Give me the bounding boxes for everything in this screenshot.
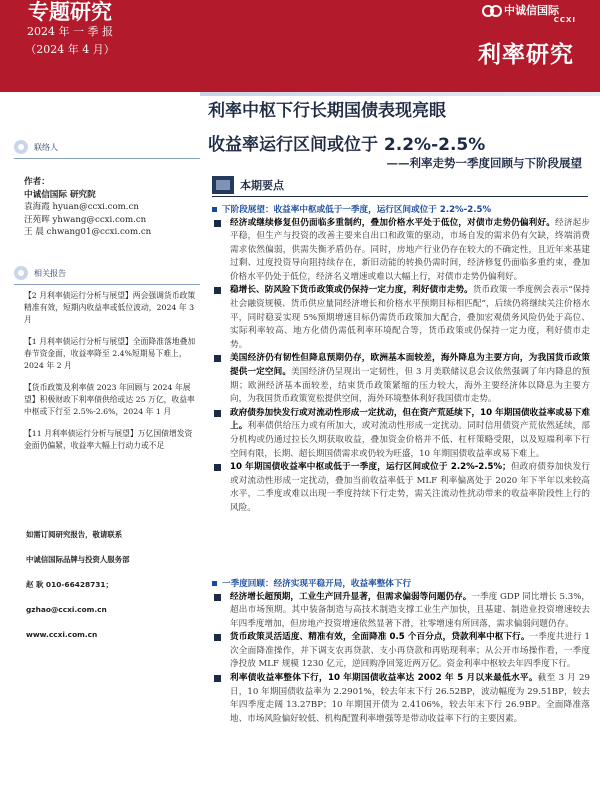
author-org: 中诚信国际 研究院 [24, 189, 96, 200]
bullet-item [212, 352, 590, 406]
authors-label: 作者： [24, 177, 50, 187]
bullet-lead: 10 年期国债收益率中枢或低于一季度，运行区间或位于 2.2%-2.5%； [230, 462, 511, 473]
section-title [212, 204, 590, 217]
report-header [0, 0, 600, 92]
bullet-text: 截至 3 月 29 日，10 年期国债收益率为 2.2901%，较去年末下行 26.52BP，波动幅度为 29.51BP，较去年四季度走阔 13.27BP；10 年期国开债为 2.4106%，较去年末下行 26.9BP。全面降准落地、市场风险偏好较低、机构配置利率增强等是带动收益率下行的主要因素。 [230, 673, 590, 724]
title-line-1: 利率中枢下行长期国债表现亮眼 [208, 101, 446, 121]
bullet-lead: 货币政策灵活适度、精准有效，全面降准 0.5 个百分点，贷款利率中枢下行。 [230, 632, 530, 643]
report-date: （2024 年 4 月） [25, 43, 115, 56]
contact-line: 赵 耿 010-66428731； [26, 580, 113, 589]
bullet-item [212, 407, 590, 461]
bullet-text: 美国经济仍呈现出一定韧性，但 3 月美联储议息会议依然强调了年内降息的预期；欧洲经济基本面较差，结束货币政策紧缩的压力较大，海外主要经济体以降息为主要方向，为我国货币政策宽松提供空间，海外环境整体利好我国债市走势。 [230, 367, 590, 405]
bullet-lead: 经济增长超预期，工业生产回升显著，但需求偏弱等问题仍存。 [230, 591, 472, 602]
report-category: 利率研究 [478, 42, 574, 68]
review-section [212, 578, 590, 726]
bullet-text: 一季度共进行 1 次全面降准操作，并下调支农再贷款、支小再贷款和再贴现利率；从公开市场操作看，一季度净投放 MLF 规模 1230 亿元，逆回购净回笼近两万亿。资金利率中枢较去年四季度下行。 [230, 632, 590, 670]
key-points-heading [212, 176, 592, 196]
key-points-icon [212, 176, 234, 194]
logo-english-name: CCXI [553, 16, 576, 24]
contacts-heading [14, 140, 58, 154]
section-title-text: 下阶段展望：收益率中枢或低于一季度，运行区间或位于 2.2%-2.5% [222, 205, 492, 215]
bullet-text: 利率债供给压力或有所加大，或对流动性形成一定扰动。同时信用债资产荒依然延续，部分机构或仍通过拉长久期获取收益，叠加资金价格并不低、杠杆策略受限，以及短端利率下行空间有限，长期、超长期国债需求或仍较为旺盛，10 年期国债收益率或易下难上。 [230, 421, 590, 459]
subscription-contact [26, 528, 200, 653]
contacts-label: 联络人 [34, 142, 58, 152]
bullet-lead: 稳增长、防风险下货币政策或仍保持一定力度，利好债市走势。 [230, 285, 473, 296]
related-reports-icon [14, 266, 28, 280]
bullet-item [212, 217, 590, 285]
report-issue: 2024 年 一 季 报 [27, 25, 113, 38]
related-divider [14, 284, 200, 285]
bullet-item [212, 672, 590, 726]
header-left-block [0, 0, 200, 92]
bullet-item [212, 591, 590, 632]
contacts-icon [14, 140, 28, 154]
related-reports-label: 相关报告 [34, 268, 66, 278]
report-subtitle: ——利率走势一季度回顾与下阶段展望 [386, 156, 582, 170]
contact-email[interactable]: gzhao@ccxi.com.cn [26, 605, 107, 614]
logo-chinese-name: 中诚信国际 [504, 4, 559, 17]
contact-line: 中诚信国际品牌与投资人服务部 [26, 555, 130, 564]
author-line: 袁海霞 hyuan@ccxi.com.cn [24, 202, 139, 213]
key-points-divider [212, 196, 588, 197]
related-report-item[interactable]: 【2 月利率债运行分析与展望】两会强调货币政策精准有效，短期内收益率或低位波动，2024 年 3 月 [24, 291, 196, 324]
contact-website[interactable]: www.ccxi.com.cn [26, 630, 98, 639]
bullet-item [212, 461, 590, 515]
bullet-text: 经济起步平稳，但生产与投资的改善主要来自出口和政策的驱动，市场自发的需求仍有欠缺，终端消费需求依然偏弱，供需失衡矛盾仍存。同时，房地产行业仍存在较大的不确定性，且近年来基建过剩、过度投资导向阻持续存在，新旧动能的转换仍需时间，经济修复仍面临多重约束，叠加价格水平仍处于低位，经济名义增速或难以大幅上行，对债市走势仍偏利好。 [230, 217, 590, 282]
decorative-band [200, 92, 600, 96]
bullet-text: 货币政策一季度例会表示“保持社会融资规模、货币供应量同经济增长和价格水平预期目标相匹配”，后续仍将继续关注价格水平，同时稳妥实现 5%预期增速目标仍需货币政策加大配合，叠加宏观债务风险仍处于高位、实际利率较高、地方化债仍需低利率环境配合等，货币政策或仍保持一定力度，利好债市走势。 [230, 285, 590, 350]
authors-block [24, 176, 200, 239]
related-report-item[interactable]: 【货币政策及利率债 2023 年回顾与 2024 年展望】积极财政下利率债供给或达 25 万亿，收益率中枢或下行至 2.5%-2.6%，2024 年 1 月 [24, 383, 195, 416]
related-report-item[interactable]: 【1 月利率债运行分析与展望】全面降准落地叠加春节资金面，收益率降至 2.4%短期易下难上，2024 年 2 月 [24, 337, 196, 370]
report-title [208, 98, 485, 158]
report-series: 专题研究 [28, 0, 112, 24]
section-title-text: 一季度回顾：经济实现平稳开局，收益率整体下行 [222, 579, 412, 589]
outlook-section [212, 204, 590, 516]
bullet-text: 一季度 GDP 同比增长 5.3%，超出市场预期。其中装备制造与高技术制造支撑工业生产加快，且基建、制造业投资增速较去年四季度增加，但房地产投资增速依然显著下滑，社零增速有所回落，需求偏弱问题仍存。 [230, 591, 590, 629]
author-line: 汪苑晖 yhwang@ccxi.com.cn [24, 214, 147, 225]
bullet-lead: 政府债券加快发行或对流动性形成一定扰动，但在资产荒延续下，10 年期国债收益率或易下难上。 [230, 407, 590, 432]
contacts-divider [14, 158, 200, 159]
section-square-icon [212, 207, 217, 212]
bullet-lead: 利率债收益率整体下行，10 年期国债收益率达 2002 年 5 月以来最低水平。 [230, 673, 538, 684]
related-reports-list [24, 290, 200, 462]
contact-line: 如需订阅研究报告，敬请联系 [26, 530, 123, 539]
ccxi-logo [482, 0, 578, 28]
bullet-lead: 美国经济仍有韧性但降息预期仍存，欧洲基本面较差，海外降息为主要方向，为我国货币政策提供一定空间。 [230, 353, 590, 378]
section-square-icon [212, 581, 217, 586]
related-reports-heading [14, 266, 66, 280]
title-line-2: 收益率运行区间或位于 2.2%-2.5% [208, 135, 486, 155]
key-points-label: 本期要点 [240, 179, 284, 192]
bullet-item [212, 631, 590, 672]
bullet-item [212, 284, 590, 352]
bullet-lead: 经济或继续修复但仍面临多重制约，叠加价格水平处于低位，对债市走势仍偏利好。 [230, 217, 556, 228]
bullet-text: 但政府债券加快发行或对流动性形成一定扰动，叠加当前收益率低于 MLF 利率偏离处于 2020 年下半年以来较高水平，二季度或难以出现一季度持续下行走势，需关注流动性扰动带来的收益率阶段性上行的风险。 [230, 462, 590, 513]
related-report-item[interactable]: 【11 月利率债运行分析与展望】万亿国债增发资金面仍偏紧，收益率大幅上行动力或不足 [24, 429, 193, 450]
section-title [212, 578, 590, 591]
ccxi-logo-icon [482, 2, 502, 20]
author-line: 王 晨 chwang01@ccxi.com.cn [24, 227, 152, 238]
